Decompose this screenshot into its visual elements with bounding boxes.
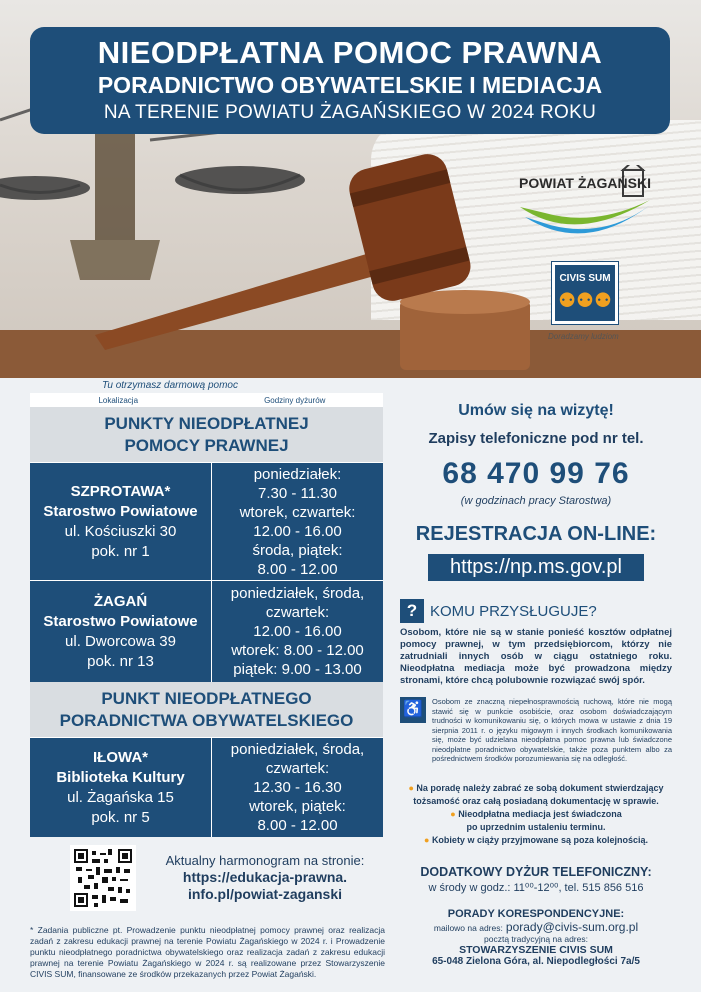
civic-advice-band-line1: PUNKT NIEODPŁATNEGO	[101, 689, 312, 708]
registration-heading: REJESTRACJA ON-LINE:	[415, 523, 657, 545]
eligibility-title: KOMU PRZYSŁUGUJE?	[430, 602, 597, 620]
people-icon: ⚉⚉⚉	[558, 290, 612, 312]
extra-duty-text: w środy w godz.: 11⁰⁰-12⁰⁰, tel. 515 856 516	[428, 881, 644, 894]
civis-tagline: Doradzamy ludziom	[548, 332, 619, 341]
location-city: ŻAGAŃ	[93, 592, 148, 610]
extra-phone-duty	[400, 865, 672, 894]
org-address: 65-048 Zielona Góra, al. Niepodległości 7a/5	[432, 955, 640, 967]
powiat-logo-text: POWIAT ŻAGAŃSKI	[519, 175, 651, 191]
list-item	[400, 808, 672, 821]
location-place: Biblioteka Kultury	[56, 768, 185, 786]
schedule-text: Aktualny harmonogram na stronie:	[165, 853, 365, 868]
title-sub: PORADNICTWO OBYWATELSKIE I MEDIACJA	[97, 72, 603, 98]
hours-cell	[212, 581, 383, 682]
location-place: Starostwo Powiatowe	[43, 502, 198, 520]
location-street: ul. Kościuszki 30	[64, 522, 177, 540]
accessibility-text: Osobom ze znaczną niepełnosprawnością ruchową, które nie mogą stawić się w punkcie osobiście, oraz osobom doświadczającym trudności w komunikowaniu się, o których mowa w ustawie z dnia 19 sierpnia 2011 r. o języku migowym i innych środkach komunikowania się, może być udzielana nieodpłatna pomoc prawna lub świadczone nieodpłatne poradnictwo obywatelskie, także poza punktem albo za pośrednictwem środków porozumiewania się na odległość.	[432, 697, 672, 763]
note-text: Na poradę należy zabrać ze sobą dokument stwierdzający	[416, 782, 664, 793]
location-room: pok. nr 13	[87, 652, 154, 670]
schedule-link[interactable]: https://edukacja-prawna.	[182, 869, 348, 885]
note-text: Nieodpłatna mediacja jest świadczona	[458, 808, 622, 819]
hours-line: czwartek:	[265, 604, 330, 621]
schedule-info	[145, 853, 385, 903]
info-panel	[400, 378, 672, 967]
table-row	[30, 580, 383, 682]
phone-hours: (w godzinach pracy Starostwa)	[460, 495, 612, 507]
hours-line: wtorek, czwartek:	[239, 503, 356, 521]
wheelchair-icon: ♿	[400, 697, 426, 723]
intro-text: Tu otrzymasz darmową pomoc	[102, 380, 238, 391]
hours-line: piątek: 9.00 - 13.00	[233, 661, 362, 678]
hours-cell	[212, 463, 383, 580]
title-region: NA TERENIE POWIATU ŻAGAŃSKIEGO W 2024 ROKU	[103, 102, 597, 123]
location-room: pok. nr 5	[91, 808, 150, 826]
hours-line: 7.30 - 11.30	[258, 484, 337, 502]
column-hours: Godziny dyżurów	[264, 395, 326, 405]
bullet-icon: ●	[408, 782, 414, 793]
locations-panel	[30, 378, 383, 837]
location-room: pok. nr 1	[91, 542, 150, 560]
note-text: po uprzednim ustaleniu terminu.	[466, 821, 606, 832]
hours-line: środa, piątek:	[252, 541, 343, 559]
hours-line: 12.00 - 16.00	[253, 623, 342, 640]
location-city: IŁOWA*	[93, 748, 148, 766]
correspondence-title: PORADY KORESPONDENCYJNE:	[447, 907, 625, 920]
phone-intro: Zapisy telefoniczne pod nr tel.	[428, 430, 644, 447]
column-location: Lokalizacja	[98, 395, 139, 405]
location-street: ul. Żagańska 15	[67, 788, 174, 806]
bullet-icon: ●	[450, 808, 456, 819]
legal-aid-band-line2: POMOCY PRAWNEJ	[124, 436, 289, 455]
org-name: STOWARZYSZENIE CIVIS SUM	[459, 943, 613, 956]
civis-logo-text: CIVIS SUM	[559, 273, 611, 284]
hours-line: wtorek: 8.00 - 12.00	[231, 642, 364, 659]
location-cell	[30, 463, 212, 580]
hours-line: poniedziałek:	[253, 465, 342, 483]
note-text: tożsamość oraz całą posiadaną dokumentację w sprawie.	[413, 795, 659, 806]
title-main: NIEODPŁATNA POMOC PRAWNA	[97, 35, 603, 70]
location-cell	[30, 738, 212, 837]
post-label: pocztą tradycyjną na adres:	[484, 933, 588, 944]
table-row	[30, 462, 383, 580]
phone-number[interactable]: 68 470 99 76	[442, 457, 630, 490]
question-icon: ?	[400, 599, 424, 623]
hours-line: 8.00 - 12.00	[257, 817, 338, 834]
hours-line: poniedziałek, środa,	[230, 741, 365, 758]
list-item	[400, 834, 672, 847]
location-cell	[30, 581, 212, 682]
location-street: ul. Dworcowa 39	[65, 632, 176, 650]
hours-line: 12.00 - 16.00	[253, 522, 342, 540]
table-header	[30, 393, 383, 407]
hours-line: 8.00 - 12.00	[257, 560, 338, 578]
note-text: Kobiety w ciąży przyjmowane są poza kolejnością.	[431, 834, 649, 845]
visit-heading: Umów się na wizytę!	[458, 402, 614, 419]
title-banner	[30, 27, 670, 134]
mail-label: mailowo na adres:	[433, 922, 503, 933]
hours-line: poniedziałek, środa,	[230, 585, 365, 602]
hours-line: 12.30 - 16.30	[253, 779, 342, 796]
footnote: * Zadania publiczne pt. Prowadzenie punktu nieodpłatnej pomocy prawnej oraz realizacja zadań z zakresu edukacji prawnej na terenie Powiatu Żagańskiego w 2024 r. i Prowadzenie punktu nieodpłatnego poradnictwa obywatelskiego oraz realizacja zadań z zakresu edukacji prawnej na terenie Powiatu Żagańskiego w 2024 r. są realizowane przez Stowarzyszenie CIVIS SUM, finansowane ze środków przekazanych przez Powiat Żagański.	[30, 925, 385, 979]
extra-duty-title: DODATKOWY DYŻUR TELEFONICZNY:	[420, 864, 652, 879]
civic-advice-band	[30, 682, 383, 737]
qr-code[interactable]	[70, 845, 136, 911]
legal-aid-band-line1: PUNKTY NIEODPŁATNEJ	[104, 414, 309, 433]
powiat-logo	[515, 165, 655, 245]
accessibility-note	[400, 697, 672, 764]
notes-list	[400, 782, 672, 847]
legal-aid-band	[30, 407, 383, 462]
eligibility-text: Osobom, które nie są w stanie ponieść kosztów odpłatnej pomocy prawnej, w tym przedsiębiorcom, którzy nie zatrudniali innych osób w ciągu ostatniego roku. Nieodpłatna mediacja może być prowadzona między stronami, które chcą polubownie rozwiązać swój spór.	[400, 627, 672, 686]
eligibility-heading	[400, 599, 672, 623]
location-city: SZPROTAWA*	[70, 482, 171, 500]
location-place: Starostwo Powiatowe	[43, 612, 198, 630]
correspondence-info	[400, 908, 672, 967]
hours-line: wtorek, piątek:	[249, 798, 346, 815]
schedule-link-cont[interactable]: info.pl/powiat-zaganski	[187, 886, 342, 902]
email-link[interactable]: porady@civis-sum.org.pl	[505, 919, 639, 934]
hours-line: czwartek:	[265, 760, 330, 777]
list-item	[400, 782, 672, 795]
civis-sum-logo	[540, 262, 640, 352]
registration-link[interactable]: https://np.ms.gov.pl	[428, 554, 644, 581]
civic-advice-band-line2: PORADNICTWA OBYWATELSKIEGO	[59, 711, 354, 730]
table-row	[30, 737, 383, 837]
hours-cell	[212, 738, 383, 837]
bullet-icon: ●	[423, 834, 430, 845]
hero-image	[0, 0, 701, 378]
